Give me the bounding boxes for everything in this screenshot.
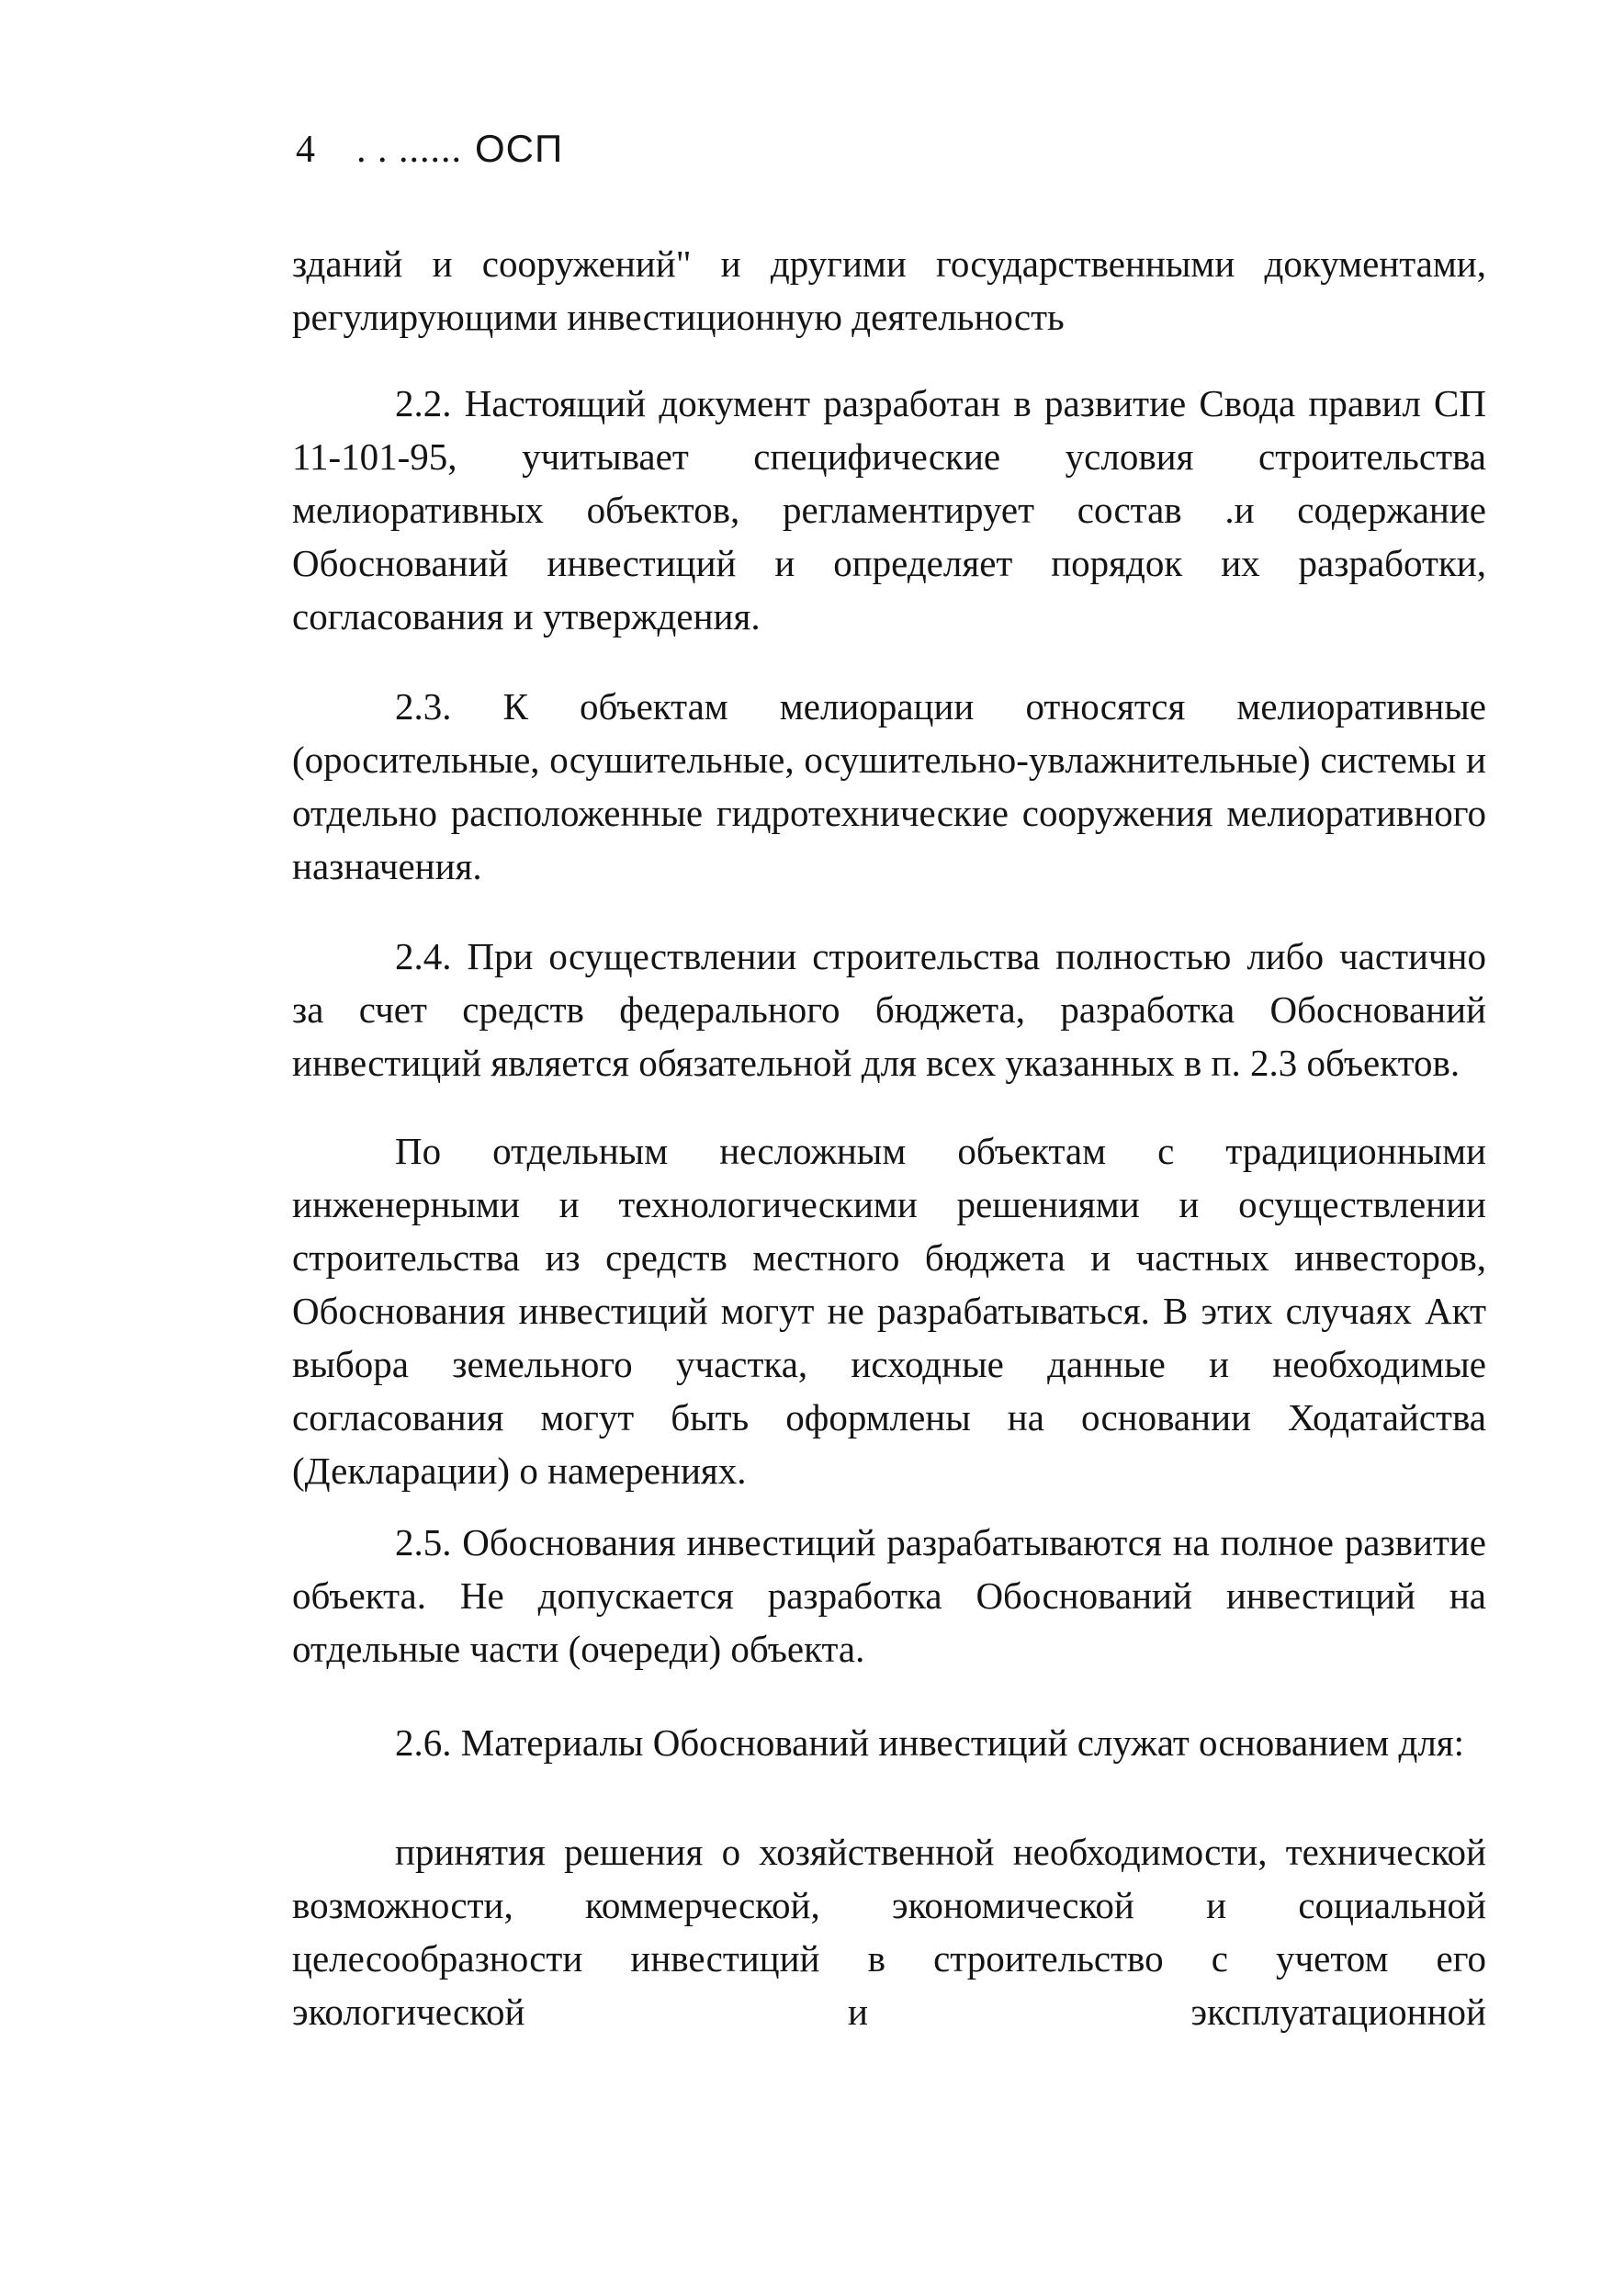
paragraph-2-6-item: [292, 1825, 1486, 2038]
paragraph-text: 2.2. Настоящий документ разработан в развитие Свода правил СП 11-101-95, учитывает специфические условия строительства мелиоративных объектов, регламентирует состав .и содержание Обоснований инвестиций и определяет порядок их разработки, согласования и утверждения.: [292, 382, 1486, 637]
paragraph-text: По отдельным несложным объектам с традиционными инженерными и технологическими решениями и осуществлении строительства из средств местного бюджета и частных инвесторов, Обоснования инвестиций могут не разрабатываться. В этих случаях Акт выбора земельного участка, исходные данные и необходимые согласования могут быть оформлены на основании Ходатайства (Декларации) о намерениях.: [292, 1130, 1486, 1492]
page-number: 4: [296, 129, 316, 171]
document-code: ОСП: [475, 127, 564, 170]
paragraph-text: 2.4. При осуществлении строительства полностью либо частично за счет средств федерального бюджета, разработка Обоснований инвестиций является обязательной для всех указанных в п. 2.3 объектов.: [292, 935, 1486, 1084]
paragraph-2-2: [292, 377, 1486, 643]
paragraph-2-3: [292, 680, 1486, 893]
paragraph-2-5: [292, 1516, 1486, 1675]
paragraph-text: 2.5. Обоснования инвестиций разрабатываются на полное развитие объекта. Не допускается разработка Обоснований инвестиций на отдельные части (очереди) объекта.: [292, 1521, 1486, 1670]
paragraph-text: 2.3. К объектам мелиорации относятся мелиоративные (оросительные, осушительные, осушительно-увлажнительные) системы и отдельно расположенные гидротехнические сооружения мелиоративного назначения.: [292, 685, 1486, 887]
paragraph-text: зданий и сооружений" и другими государственными документами, регулирующими инвестиционную деятельность: [292, 243, 1486, 338]
paragraph-2-6: [292, 1716, 1486, 1769]
paragraph-2-4: [292, 930, 1486, 1089]
paragraph-text: 2.6. Материалы Обоснований инвестиций служат основанием для:: [395, 1721, 1465, 1764]
paragraph-2-4-continuation: [292, 1124, 1486, 1497]
paragraph-text: принятия решения о хозяйственной необходимости, технической возможности, коммерческой, экономической и социальной целесообразности инвестиций в строительство с учетом его экологической и эксплуатационной: [292, 1831, 1486, 2033]
page-header: [296, 127, 563, 172]
header-dots: . . ......: [356, 129, 462, 171]
paragraph-intro-continuation: [292, 237, 1486, 344]
